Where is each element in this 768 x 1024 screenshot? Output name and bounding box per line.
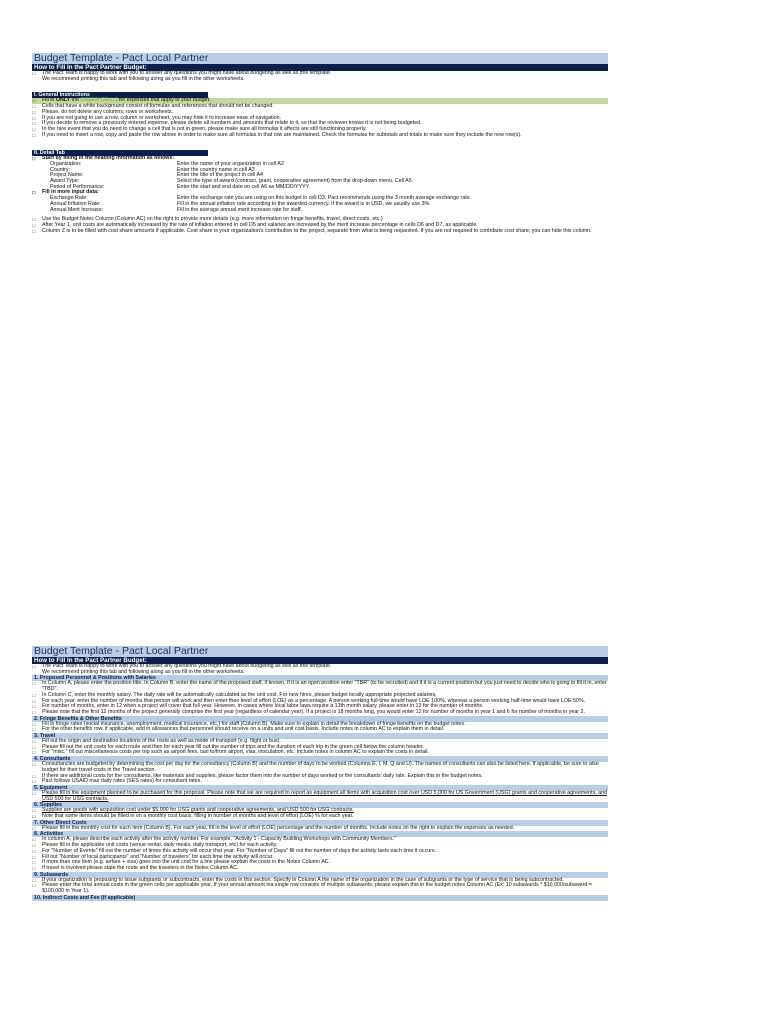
heading-row: Award Type: Select the type of award (contract, grant, cooperative agreement) from the drop-down menu. Cell A5 <box>50 178 412 185</box>
page-subtitle: How to Fill In the Pact Partner Budget: <box>32 64 608 71</box>
list-item: ☐ Fill out the origin and destination locations of the route as well as mode of transport (e.g. flight or bus). <box>32 738 281 745</box>
checkbox-bullet-icon: ☐ <box>32 98 36 104</box>
checkbox-bullet-icon: ☐ <box>32 190 36 196</box>
list-item: ☐ Please fill in the equipment planned to be purchased for this proposal. Please note that we are required to report as equipment all items with acquisition cost over USD 5,000 for US Government (USG) grants and cooperative agreements, and USD 500 for USG contracts. <box>32 789 608 802</box>
checkbox-bullet-icon: ☐ <box>32 228 36 234</box>
input-row: Exchange Rate: Enter the exchange rate you are using on this budget in cell D3. Pact recommends using the 3 month average exchange rate. <box>50 195 472 202</box>
list-item: ☐ If there are additional costs for the consultants, like materials and supplies, please factor them into the number of days worked or the consultants' daily rate. Explain this in the budget notes. <box>32 772 483 779</box>
note-item: ☐ Use the Budget Notes Column (Column AC) on the right to provide more details (e.g. more information on fringe benefits, travel, direct costs, etc.) <box>32 216 383 223</box>
checkbox-bullet-icon: ☐ <box>32 750 36 756</box>
list-item: ☐ In Column C, enter the monthly salary. The daily rate will be automatically calculated as the unit cost. For new hires, please budget locally appropriate projected salaries. <box>32 691 437 698</box>
section-header: 4. Consultants <box>32 756 608 762</box>
list-item: ☐ For the other benefits row, if applicable, add in allowances that personnel should receive on a units and unit cost basis. Include notes in column AC to explain them in detail. <box>32 726 445 733</box>
list-item: ☐ Consultancies are budgeted by determining the cost per day for the consultancy (Column B) and the number of days to be worked (Columns E, I, M, Q and U). The names of consultants can also be listed here. If applicable, be sure to also budget for their travel costs in the Travel section. <box>32 761 599 773</box>
section-header: 2. Fringe Benefits & Other Benefits <box>32 716 608 722</box>
checkbox-bullet-icon: ☐ <box>32 698 36 704</box>
note-item: ☐ Column Z is to be filled with cost share amounts if applicable. Cost share is your organization's contribution to the project, separate from what is being requested. If you are not required to contribute cost share, you can hide this column. <box>32 227 592 234</box>
list-item: ☐ Please fill in the applicable unit costs (venue rental, daily meals, daily transport, etc) for each activity. <box>32 842 278 849</box>
checkbox-bullet-icon: ☐ <box>32 692 36 698</box>
checkbox-bullet-icon: ☐ <box>32 773 36 779</box>
checkbox-bullet-icon: ☐ <box>32 721 36 727</box>
list-item: ☐ For "Number of Events" fill out the number of times this activity will occur that year. For "Number of Days" fill out the number of days the activity lasts each time it occurs. <box>32 847 437 854</box>
list-item: ☐ Please enter the total annual costs in the green cells per applicable year. If your annual amount ina single row consists of multiple subawards, please explain this in the budget notes Column AC (Ex: 10 subawards * $10,000/subaward = $100,000 in Year 1). <box>32 882 592 895</box>
green-cells-instruction: ☐ Fill in ONLY the GREEN CELLS for expenses that apply to your budget. <box>32 98 608 104</box>
checkbox-bullet-icon: ☐ <box>32 704 36 710</box>
list-item: ☐ If you need to insert a row, copy and paste the row above in order to make sure all formulas in that row are maintained. Check the formulas for subtotals and totals to make sure they include the new row(s). <box>32 131 522 138</box>
list-item: ☐ If your organization is proposing to issue subgrants or subcontracts, enter the costs in this section. Specify in Column A the name of the organization in the case of subgrants or the type of service that is being subcontracted. <box>32 876 564 883</box>
checkbox-bullet-icon: ☐ <box>32 744 36 750</box>
checkbox-bullet-icon: ☐ <box>32 883 36 889</box>
list-item: ☐ If you decide to remove a previously entered expense, please delete all numbers and amounts that relate to it, so that the reviewer knows it is not being budgeted. <box>32 120 422 127</box>
list-item: ☐ Pact follows USAID max daily rates (SES rates) for consultant rates. <box>32 778 202 785</box>
list-item: ☐ Fill out "Number of local participants" and "Number of travelers" for each time the activity will occur. <box>32 853 274 860</box>
note-item: ☐ After Year 1, unit costs are automatically increased by the rate of inflation entered in cell D5 and salaries are increased by the merit increase percentage in cells D6 and D7, as applicable. <box>32 221 478 228</box>
checkbox-bullet-icon: ☐ <box>32 854 36 860</box>
checkbox-bullet-icon: ☐ <box>32 779 36 785</box>
checkbox-bullet-icon: ☐ <box>32 790 36 796</box>
section-header: 1. Proposed Personnel & Positions with Salaries <box>32 675 608 681</box>
intro-line: ☐ The Pact Team is happy to work with you to answer any questions you might have about budgeting as well as this template. <box>32 70 332 76</box>
list-item: ☐ For number of months, enter in 12 when a project will cover that full year. However, in cases where local labor laws require a 13th month salary, please enter in 13 for the number of months. <box>32 703 484 710</box>
checkbox-bullet-icon: ☐ <box>32 115 36 121</box>
input-row: Annual Inflation Rate: Fill in the annual inflation rate according to the awarded currency. If the award is in USD, we usually use 3%. <box>50 200 431 207</box>
checkbox-bullet-icon: ☐ <box>32 843 36 849</box>
list-item: ☐ If more than one item (e.g. airfare + visa) goes into the unit cost for a line please explain the costs in the Notes Column AC. <box>32 859 331 866</box>
checkbox-bullet-icon: ☐ <box>32 156 36 162</box>
list-item: ☐ Please fill out the unit costs for each route and then for each year fill out the number of trips and the duration of each trip in the green cell below the column header. <box>32 743 424 750</box>
section-header: 7. Other Direct Costs <box>32 820 608 826</box>
list-item: ☐ For each year, enter the number of months that person will work and then enter their level of effort (LOE) as a percentage. A person working full-time would have LOE 100%, whereas a person working half-time would have LOE 50%. <box>32 697 586 704</box>
checkbox-bullet-icon: ☐ <box>32 825 36 831</box>
heading-row: Period of Performance: Enter the start and end date on cell A6 as MM/DD/YYYY. <box>50 183 310 190</box>
checkbox-bullet-icon: ☐ <box>32 664 36 669</box>
checkbox-bullet-icon: ☐ <box>32 121 36 127</box>
section-header: 9. Subawards <box>32 872 608 878</box>
checkbox-bullet-icon: ☐ <box>32 727 36 733</box>
list-item: ☐ Please note that the first 12 months of the project generally comprise the first year (regardless of calendar year). If a project is 18 months long, you would enter 12 for number of months in year 1 and 6 for number of months in year 2. <box>32 708 585 715</box>
checkbox-bullet-icon: ☐ <box>32 814 36 820</box>
instruction-sections <box>32 675 608 900</box>
list-item: ☐ Cells that have a white background consist of formulas and references that should not be changed. <box>32 103 274 110</box>
checkbox-bullet-icon: ☐ <box>32 808 36 814</box>
checkbox-bullet-icon: ☐ <box>32 217 36 223</box>
more-input-heading: ☐ Fill in more input data: <box>32 189 99 196</box>
detail-start-heading: ☐ Start by filling in the heading information as follows: <box>32 155 175 162</box>
intro-line: We recommend printing this tab and following along as you fill in the other worksheets. <box>42 668 245 675</box>
intro-line: We recommend printing this tab and following along as you fill in the other worksheets. <box>42 75 245 82</box>
list-item: ☐ Supplies are goods with acquisition cost under $5,000 for USG grants and cooperative agreements, and USD 500 for USG contracts. <box>32 807 354 814</box>
heading-row: Project Name: Enter the title of the project in cell A4 <box>50 172 263 179</box>
checkbox-bullet-icon: ☐ <box>32 71 36 76</box>
list-item: ☐ In the rare event that you do need to change a cell that is not in green, please make sure all formulas it affects are still functioning properly. <box>32 125 367 132</box>
list-item: ☐ Fill in fringe rates (social insurance, unemployment, medical insurance, etc.) for staff (Column B). Make sure to explain in detail the breakdown of fringe benefits on the budget notes. <box>32 720 466 727</box>
page-1 <box>32 53 608 234</box>
section-header: 8. Activities <box>32 831 608 837</box>
heading-row: Country: Enter the country name in cell A3 <box>50 166 255 173</box>
section-header: 6. Supplies <box>32 802 608 808</box>
page-title: Budget Template - Pact Local Partner <box>32 646 608 657</box>
list-item: ☐ In Column A, please enter the position title. In Column B, enter the name of the proposed staff, if known. If it is an open position enter "TBR" (to be recruited) and if it is a current position but you just need to decide who is going to fill it in, enter "TBD". <box>32 680 607 693</box>
list-item: ☐ Please fill in the monthly cost for each item (Column B). For each year, fill in the level of effort (LOE) percentage and the number of months. Include notes on the right to explain the expenses as needed. <box>32 824 515 831</box>
checkbox-bullet-icon: ☐ <box>32 848 36 854</box>
page-2 <box>32 646 608 901</box>
section-header-detail: II. Detail Tab <box>32 150 208 156</box>
list-item: ☐ Please, do not delete any columns, rows or worksheets. <box>32 108 174 115</box>
checkbox-bullet-icon: ☐ <box>32 860 36 866</box>
intro-line: ☐ The Pact Team is happy to work with you to answer any questions you might have about budgeting as well as this template. <box>32 663 332 669</box>
checkbox-bullet-icon: ☐ <box>32 126 36 132</box>
checkbox-bullet-icon: ☐ <box>32 104 36 110</box>
heading-row: Organization: Enter the name of your organization in cell A2 <box>50 161 284 168</box>
checkbox-bullet-icon: ☐ <box>32 222 36 228</box>
section-header: 3. Travel <box>32 733 608 739</box>
checkbox-bullet-icon: ☐ <box>32 837 36 843</box>
checkbox-bullet-icon: ☐ <box>32 709 36 715</box>
checkbox-bullet-icon: ☐ <box>32 865 36 871</box>
checkbox-bullet-icon: ☐ <box>32 681 36 687</box>
list-item: ☐ For "misc." fill out miscellaneous costs per trip such as airport fees, taxi to/from airport, visa, inoculation, etc. Include notes in column AC to explain the costs in detail. <box>32 749 429 756</box>
checkbox-bullet-icon: ☐ <box>32 132 36 138</box>
list-item: ☐ If you are not going to use a row, column or worksheet, you may hide it to increase ease of navigation. <box>32 114 282 121</box>
page-title: Budget Template - Pact Local Partner <box>32 53 608 64</box>
list-item: ☐ In column A, please describe each activity after the activity number. For example, "Activity 1 - Capacity Building Workshops with Community Members." <box>32 836 396 843</box>
list-item: ☐ If travel is involved please state the route and the travelers in the Notes Column AC. <box>32 864 239 871</box>
page-subtitle: How to Fill In the Pact Partner Budget: <box>32 657 608 664</box>
section-header: 10. Indirect Costs and Fee (if applicable) <box>32 895 608 901</box>
list-item: ☐ Note that some items should be filled in on a monthly cost basis, filling in number of months and level of effort (LOE) % for each year. <box>32 813 354 820</box>
section-header: 5. Equipment <box>32 785 608 791</box>
checkbox-bullet-icon: ☐ <box>32 762 36 768</box>
input-row: Annual Merit Increase: Fill in the average annual merit increase rate for staff. <box>50 206 303 213</box>
section-header-general: I. General Instructions <box>32 92 208 98</box>
checkbox-bullet-icon: ☐ <box>32 739 36 745</box>
checkbox-bullet-icon: ☐ <box>32 109 36 115</box>
checkbox-bullet-icon: ☐ <box>32 877 36 883</box>
